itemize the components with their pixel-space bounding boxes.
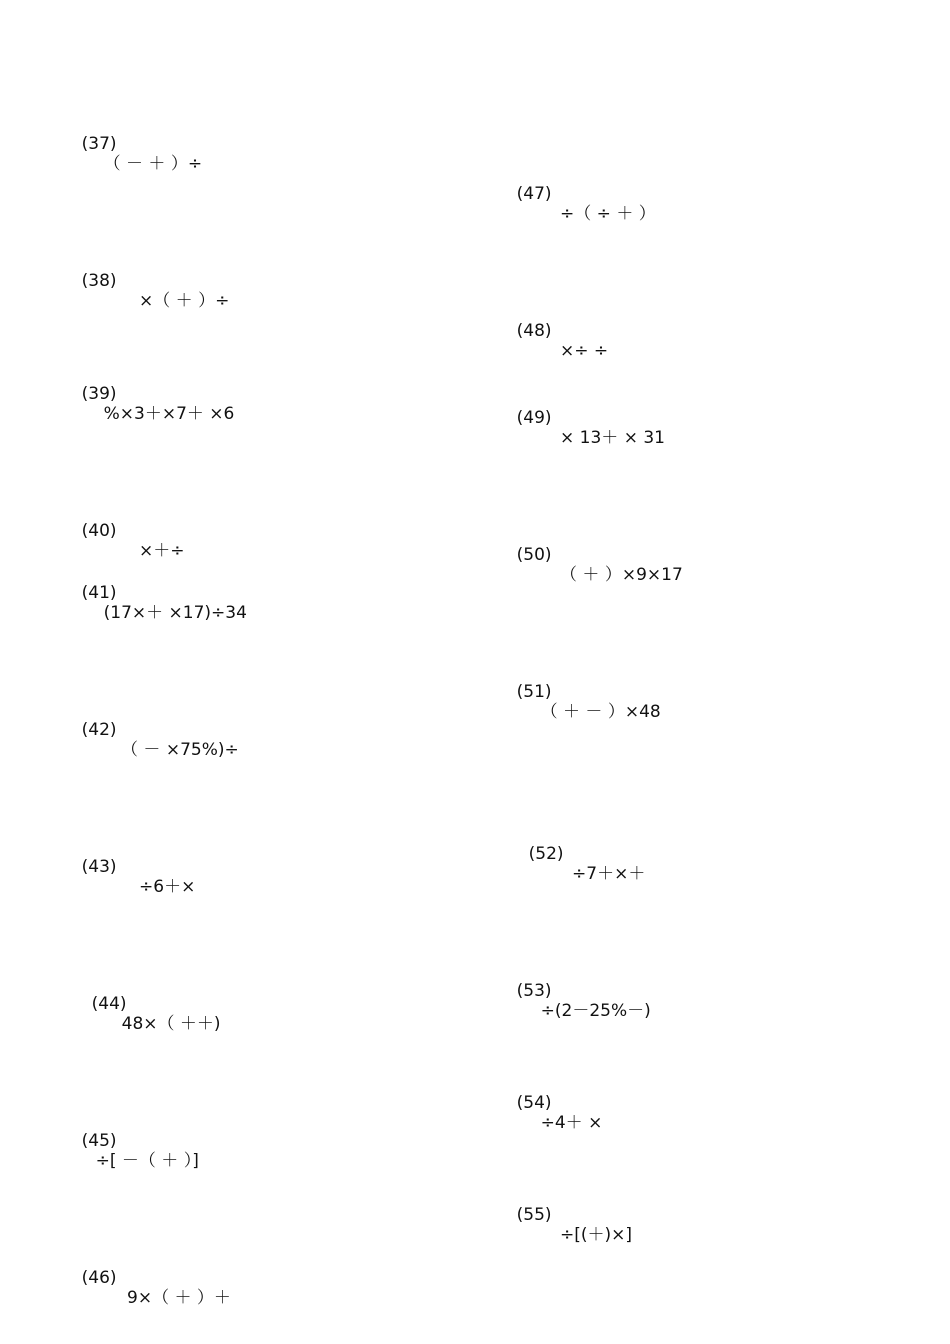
- problem-expression: （ － ＋ ）÷: [103, 154, 203, 174]
- problem-expression: ÷6＋×: [133, 877, 196, 897]
- problem-number: (54): [516, 1093, 552, 1113]
- problem-expression: ÷[(＋)×]: [554, 1225, 633, 1245]
- problem-46: [60, 1248, 231, 1328]
- problem-expression: （ ＋ － ）×48: [540, 702, 661, 722]
- problem-number: (50): [516, 545, 552, 565]
- problem-expression: 48×（ ＋＋): [121, 1014, 221, 1034]
- problem-expression: × 13＋ × 31: [554, 428, 665, 448]
- problem-expression: 9×（ ＋ ）＋: [121, 1288, 231, 1308]
- problem-43: [60, 837, 195, 917]
- problem-39: [60, 364, 234, 444]
- problem-number: (44): [91, 994, 127, 1014]
- problem-number: (45): [81, 1131, 117, 1151]
- problem-number: (37): [81, 134, 117, 154]
- problem-expression: ÷[ －（ ＋ ）]: [95, 1151, 199, 1171]
- problem-expression: %×3＋×7＋ ×6: [103, 404, 235, 424]
- problem-number: (51): [516, 682, 552, 702]
- problem-expression: ×（ ＋ ）÷: [133, 291, 230, 311]
- problem-54: [495, 1073, 602, 1153]
- problem-41: [60, 563, 247, 643]
- problem-expression: ÷（ ÷ ＋ ）: [554, 204, 656, 224]
- problem-number: (42): [81, 720, 117, 740]
- problem-47: [495, 164, 656, 244]
- problem-55: [495, 1185, 632, 1265]
- problem-45: [60, 1111, 199, 1191]
- problem-52: [507, 824, 645, 904]
- problem-number: (52): [528, 844, 564, 864]
- problem-number: (48): [516, 321, 552, 341]
- problem-38: [60, 251, 229, 331]
- problem-number: (47): [516, 184, 552, 204]
- problem-number: (43): [81, 857, 117, 877]
- problem-number: (38): [81, 271, 117, 291]
- problem-42: [60, 700, 239, 780]
- problem-number: (39): [81, 384, 117, 404]
- problem-expression: ÷7＋×＋: [566, 864, 646, 884]
- problem-49: [495, 388, 665, 468]
- problem-expression: （ ＋ ）×9×17: [554, 565, 683, 585]
- problem-number: (41): [81, 583, 117, 603]
- problem-37: [60, 114, 202, 194]
- problem-53: [495, 961, 651, 1041]
- problem-number: (55): [516, 1205, 552, 1225]
- problem-51: [495, 662, 661, 742]
- problem-expression: (17×＋ ×17)÷34: [103, 603, 247, 623]
- problem-44: [70, 974, 221, 1054]
- problem-number: (49): [516, 408, 552, 428]
- problem-48: [495, 301, 608, 381]
- problem-expression: ÷(2－25%－): [540, 1001, 651, 1021]
- problem-number: (40): [81, 521, 117, 541]
- problem-number: (46): [81, 1268, 117, 1288]
- problem-50: [495, 525, 683, 605]
- problem-expression: ×＋÷: [133, 541, 185, 561]
- problem-expression: ×÷ ÷: [554, 341, 609, 361]
- problem-number: (53): [516, 981, 552, 1001]
- problem-expression: ÷4＋ ×: [540, 1113, 603, 1133]
- problem-expression: （ － ×75%)÷: [115, 740, 239, 760]
